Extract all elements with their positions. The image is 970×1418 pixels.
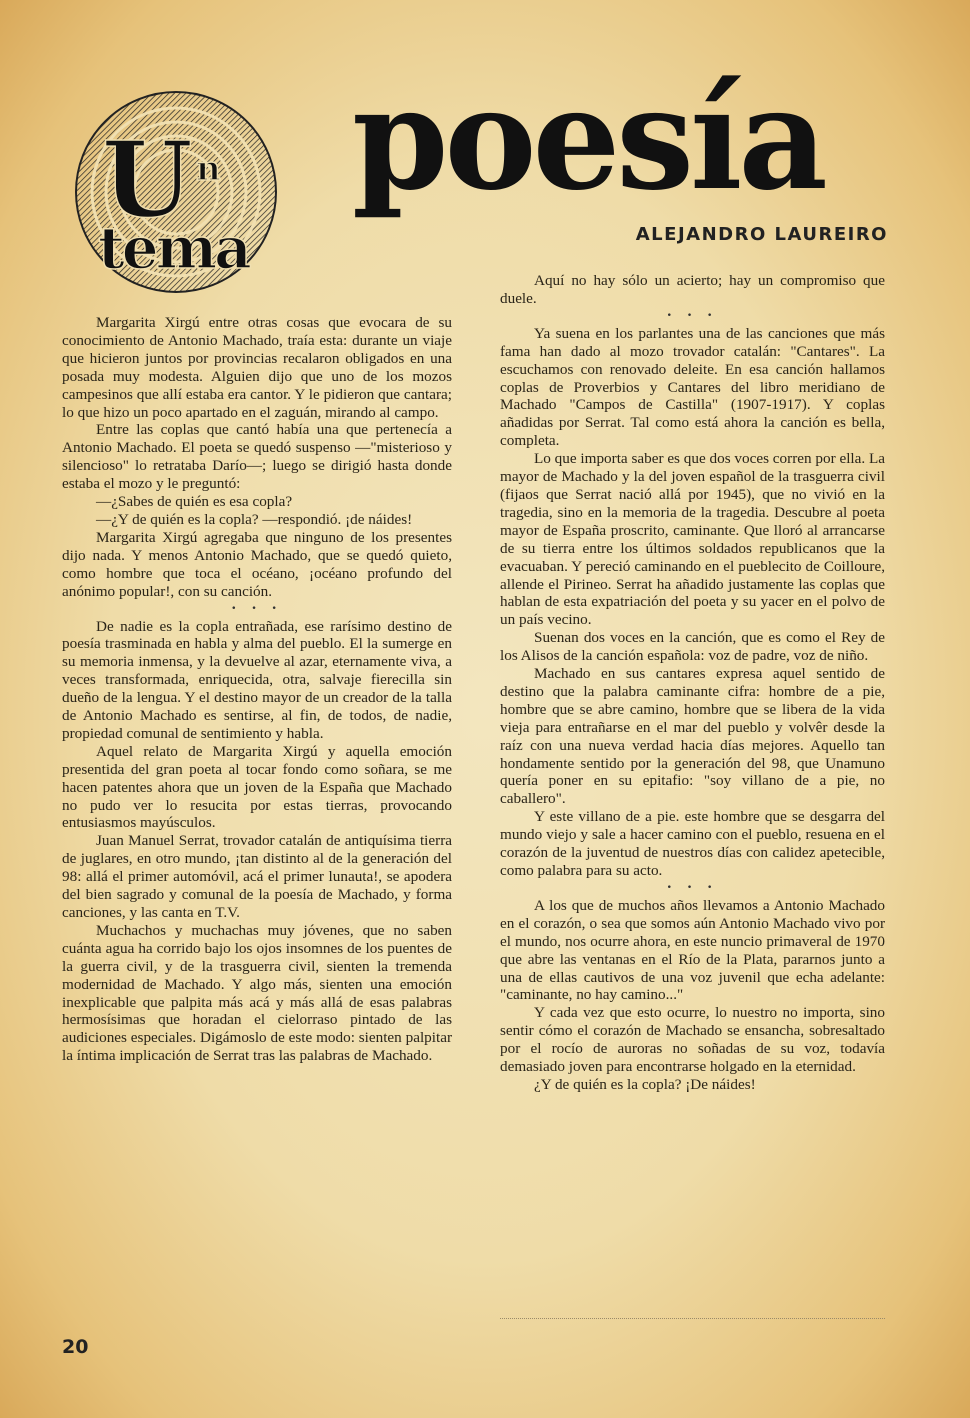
paragraph: Margarita Xirgú entre otras cosas que evocara de su conocimiento de Antonio Machado, traía esta: durante un viaje que hicieron juntos por provincias recalaron obligados en una posada muy modesta. Alguien dijo que uno de los mozos campesinos que allí estaba era cantor. Y le pidieron que cantara; lo que hizo un poco apartado en el zaguán, mirando al campo.: [62, 314, 452, 421]
svg-text:n: n: [196, 149, 221, 189]
svg-text:tema: tema: [98, 214, 249, 282]
left-column: [62, 314, 452, 1065]
page-number: 20: [62, 1336, 89, 1358]
section-separator: • • •: [666, 310, 719, 321]
section-separator: • • •: [231, 603, 283, 614]
paragraph: Y cada vez que esto ocurre, lo nuestro no importa, sino sentir cómo el corazón de Machado se ensancha, sobresaltado por el rocío de auroras no soñadas de su voz, todavía demasiado joven para encontrarse holgado en la eternidad.: [500, 1004, 885, 1076]
paragraph: Machado en sus cantares expresa aquel sentido de destino que la palabra caminante cifra: hombre de a pie, hombre que se abre camino, hombre que se libera de la vida vieja para entrañarse en el mar del pueblo y volvêr desde la raíz con una nueva verdad hacia días mejores. Aquello tan hondamente sentido por la generación del 98, que Unamuno quería poner en su epitafio: "soy villano de a pie, no caballero".: [500, 665, 885, 808]
paragraph: De nadie es la copla entrañada, ese rarísimo destino de poesía trasminada en habla y alma del pueblo. El la sumerge en su memoria inmensa, y la devuelve al azar, eternamente viva, a veces transformada, enriquecida, otra, salvaje fierecilla sin dueño de la lengua. Y el destino mayor de un creador de la talla de Antonio Machado es sentirse, al fin, de todos, de nadie, propiedad comunal de sentimiento y habla.: [62, 617, 452, 742]
paragraph: Ya suena en los parlantes una de las canciones que más fama han dado al mozo trovador catalán: "Cantares". La escuchamos con renovado deleite. En esa canción hallamos coplas de Proverbios y Cantares del libro meridiano de Machado "Campos de Castilla" (1907-1917). Y coplas añadidas por Serrat. Tal como está ahora la canción es bella, completa.: [500, 324, 885, 450]
author-name: ALEJANDRO LAUREIRO: [635, 224, 888, 245]
headline: poesía: [352, 55, 824, 222]
closing-line: ¿Y de quién es la copla? ¡De náides!: [534, 1075, 756, 1093]
dialogue-line: —¿Sabes de quién es esa copla?: [96, 493, 293, 511]
paragraph: Y este villano de a pie. este hombre que se desgarra del mundo viejo y sale a hacer camino con el pueblo, resuena en el corazón de la juventud de nuestros días con calidez apetecible, como palabra para su acto.: [500, 808, 885, 879]
column-end-rule: [500, 1318, 885, 1320]
svg-text:U: U: [102, 118, 193, 241]
paragraph: Aquel relato de Margarita Xirgú y aquella emoción presentida del gran poeta al tocar fondo como soñara, se me hacen patentes ahora que un joven de la España que Machado no pudo ver lo resucita por estas tierras, provocando entusiasmos mayúsculos.: [62, 742, 452, 832]
paragraph: Entre las coplas que cantó había una que pertenecía a Antonio Machado. El poeta se quedó suspenso —"misterioso y silencioso" lo retrataba Darío—; luego se dirigió hasta donde estaba el mozo y le preguntó:: [62, 421, 452, 493]
paragraph: Juan Manuel Serrat, trovador catalán de antiquísima tierra de juglares, en otro mundo, ¡tan distinto al de la generación del 98: allá el primer automóvil, acá el primer lunauta!, se apodera del bien sagrado y comunal de la poesía de Machado, y forma canciones, y las canta en T.V.: [62, 832, 452, 921]
right-column: [500, 272, 885, 1094]
paragraph: Aquí no hay sólo un acierto; hay un compromiso que duele.: [500, 272, 885, 307]
paragraph: Margarita Xirgú agregaba que ninguno de los presentes dijo nada. Y menos Antonio Machado, que se quedó quieto, como hombre que toca el océano, ¡océano profundo del anónimo popular!, con su canción.: [62, 528, 452, 600]
paragraph: Lo que importa saber es que dos voces corren por ella. La mayor de Machado y la del joven español de la trasguerra civil (fijaos que Serrat nació allá por 1945), que no vivió en la tragedia, sino en la memoria de la tragedia. Descubre al poeta mayor de España proscrito, caminante. Que lloró al arrancarse de su tierra entre los últimos soldados republicanos que la evacuaban. Y pereció caminando en el pueblecito de Coilloure, allende el Pirineo. Serrat ha añadido justamente las coplas que hablan de esta expatriación del poeta y su yacer en el polvo de un país vecino.: [500, 450, 885, 629]
paragraph: A los que de muchos años llevamos a Antonio Machado en el corazón, o sea que somos aún Antonio Machado vivo por el mundo, nos ocurre ahora, en este nuncio primaveral de 1970 que abre las ventanas en el Río de la Plata, pararnos junto a una de ellas cautivos de una voz juvenil que echa adelante: "caminante, no hay camino...": [500, 896, 885, 1004]
paragraph: Muchachos y muchachas muy jóvenes, que no saben cuánta agua ha corrido bajo los ojos insomnes de los puentes de la guerra civil, y de la trasguerra civil, sienten la tremenda modernidad de Machado. Y algo más, sienten una emoción inexplicable que palpita más acá y más allá de esas palabras hermosísimas que horadan el cielorraso pintado de las audiciones especiales. Digámoslo de este modo: sienten palpitar la íntima implicación de Serrat tras las palabras de Machado.: [62, 921, 452, 1065]
dialogue-line: —¿Y de quién es la copla? —respondió. ¡de náides!: [96, 510, 413, 528]
section-separator: • • •: [666, 882, 719, 893]
paragraph: Suenan dos voces en la canción, que es como el Rey de los Alisos de la canción española: voz de padre, voz de niño.: [500, 629, 885, 665]
un-tema-emblem: [66, 88, 286, 298]
